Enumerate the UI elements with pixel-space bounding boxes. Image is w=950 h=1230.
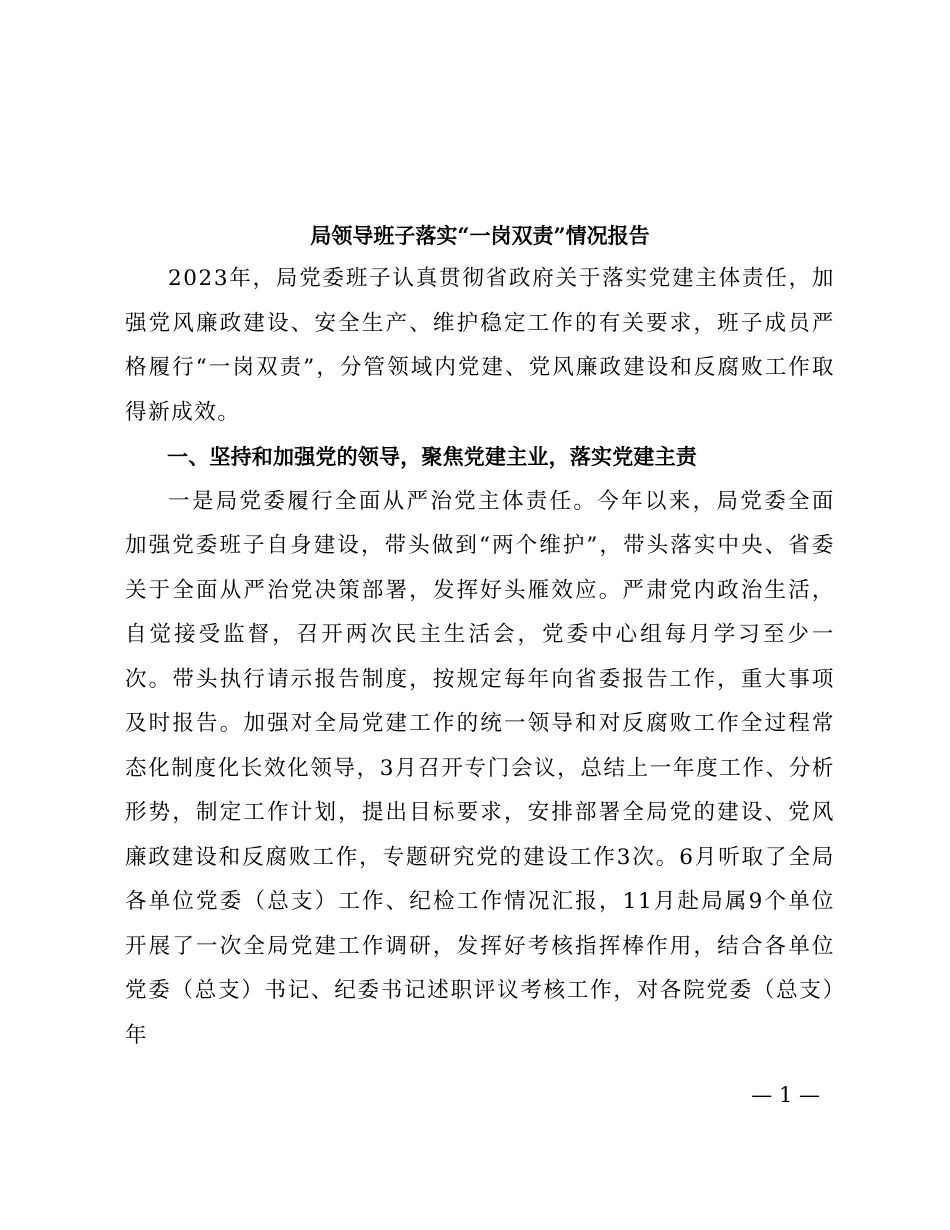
section-1-paragraph: 一是局党委履行全面从严治党主体责任。今年以来，局党委全面加强党委班子自身建设，带头做到“两个维护”，带头落实中央、省委关于全面从严治党决策部署，发挥好头雁效应。严肃党内政治生活，自觉接受监督，召开两次民主生活会，党委中心组每月学习至少一次。带头执行请示报告制度，按规定每年向省委报告工作，重大事项及时报告。加强对全局党建工作的统一领导和对反腐败工作全过程常态化制度化长效化领导，3月召开专门会议，总结上一年度工作、分析形势，制定工作计划，提出目标要求，安排部署全局党的建设、党风廉政建设和反腐败工作，专题研究党的建设工作3次。6月听取了全局各单位党委（总支）工作、纪检工作情况汇报，11月赴局属9个单位开展了一次全局党建工作调研，发挥好考核指挥棒作用，结合各单位党委（总支）书记、纪委书记述职评议考核工作，对各院党委（总支）年 [125, 488, 835, 1048]
section-1-heading: 一、坚持和加强党的领导，聚焦党建主业，落实党建主责 [167, 445, 697, 469]
document-body [125, 215, 835, 1058]
intro-paragraph: 2023年，局党委班子认真贯彻省政府关于落实党建主体责任，加强党风廉政建设、安全生产、维护稳定工作的有关要求，班子成员严格履行“一岗双责”，分管领域内党建、党风廉政建设和反腐败工作取得新成效。 [125, 266, 835, 425]
page-number: — 1 — [751, 1083, 820, 1107]
document-title: 局领导班子落实“一岗双责”情况报告 [310, 223, 650, 248]
